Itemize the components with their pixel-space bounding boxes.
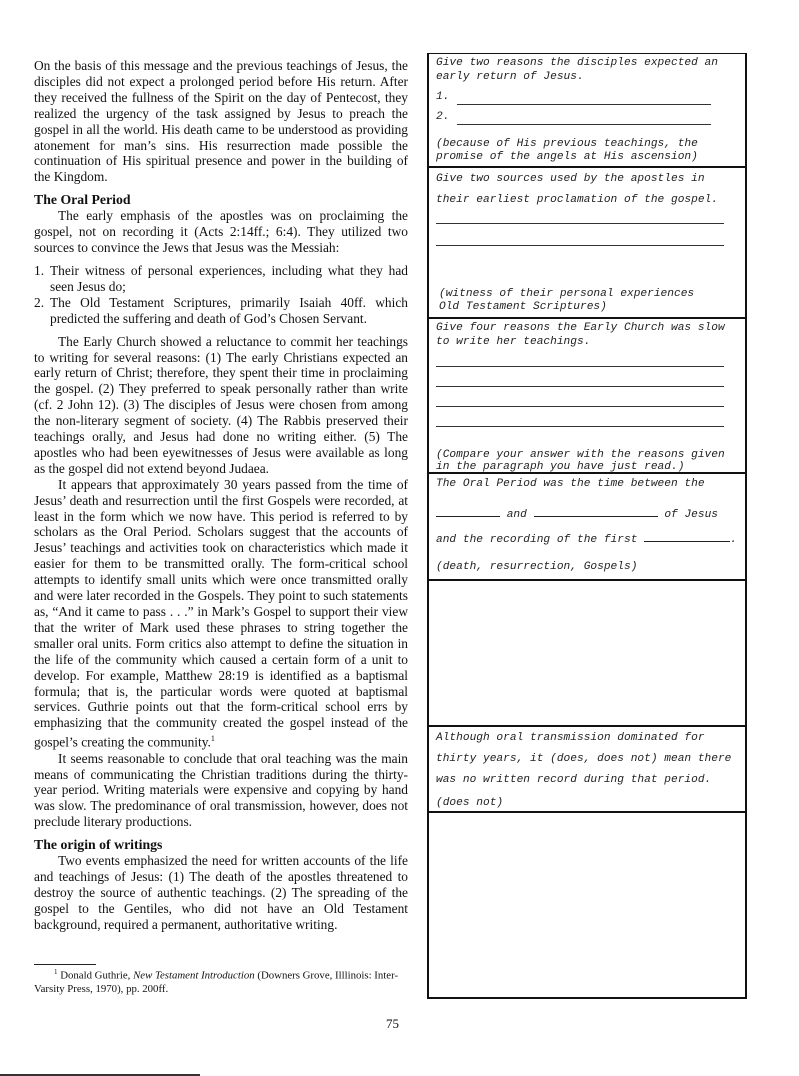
question-box-2: Give two sources used by the apostles in their earliest proclamation of the gospel. (witness of their personal experiences Old Testament Scriptures)	[429, 168, 745, 319]
answer-line-4[interactable]	[436, 426, 724, 427]
workbook-column	[427, 53, 747, 999]
answer-line-1[interactable]	[436, 223, 724, 224]
answer-line-2[interactable]	[457, 124, 711, 125]
answer-line-1[interactable]	[457, 104, 711, 105]
blank-resurrection[interactable]	[534, 505, 658, 517]
oral-period-heading: The Oral Period	[34, 192, 131, 208]
blank-death[interactable]	[436, 505, 500, 517]
answer-line-3[interactable]	[436, 406, 724, 407]
list-item: 2. The Old Testament Scriptures, primarily Isaiah 40ff. which predicted the suffering and death of God’s Chosen Servant.	[34, 294, 408, 326]
question-box-5: Although oral transmission dominated for thirty years, it (does, does not) mean there was no written record during that period. (does not)	[429, 727, 745, 813]
oral-period-paragraph-3: It appears that approximately 30 years passed from the time of Jesus’ death and resurrection until the first Gospels were recorded, at least in the form which we now have. This period is referred to by scholars as the Oral Period. Scholars suggest that the accounts of Jesus’ teachings and activities took on characteristics which made it easier for them to be transmitted orally. The form-critical school attempts to identify small units which were once transmitted orally and were later recorded in the Gospels. They point to such statements as, “And it came to pass . . .” in Mark’s Gospel to support their view that the writer of Mark used these phrases to string together the smaller oral units. Form critics also attempt to define the situation in the life of the community which caused a certain form of a unit to develop. For example, Matthew 28:19 is identified as a baptismal formula; that is, the particular words were quoted at baptismal services. Guthrie points out that the form-critical school errs by emphasizing that the community created the gospel instead of the gospel’s creating the community.$^1$	[34, 476, 408, 750]
footnote-reference[interactable]: 1	[210, 734, 215, 744]
page-number: 75	[386, 1016, 399, 1031]
question-box-4: The Oral Period was the time between the and of Jesus and the recording of the first . (death, resurrection, Gospels)	[429, 474, 745, 581]
oral-period-paragraph-2: The Early Church showed a reluctance to commit her teachings to writing for several reasons: (1) The early Christians expected an early return of Christ; therefore, they spent their time in proclaiming the gospel. (2) They preferred to speak personally rather than write (cf. 2 John 12). (3) The disciples of Jesus were chosen from among the non-literary segment of society. (4) The Rabbis preserved their teachings orally, and Jesus had done no writing either. (5) The apostles who had been eyewitnesses of Jesus were available as long as the gospel did not extend beyond Judaea.	[34, 333, 408, 476]
origin-heading: The origin of writings	[34, 837, 163, 853]
notes-box-2	[429, 813, 745, 998]
notes-box-1	[429, 581, 745, 727]
answer-line-2[interactable]	[436, 245, 724, 246]
question-box-3: Give four reasons the Early Church was slow to write her teachings. (Compare your answer with the reasons given in the paragraph you have just read.)	[429, 319, 745, 474]
footnote: $^1$ Donald Guthrie, New Testament Introduction (Downers Grove, Illlinois: Inter-Varsity Press, 1970), pp. 200ff.	[34, 968, 399, 995]
origin-paragraph: Two events emphasized the need for written accounts of the life and teachings of Jesus: (1) The death of the apostles threatened to destroy the source of authentic teachings. (2) The spreading of the gospel to the Gentiles, who did not have an Old Testament background, required a permanent, authoritative writing.	[34, 853, 408, 932]
list-item: 1. Their witness of personal experiences, including what they had seen Jesus do;	[34, 262, 408, 294]
intro-paragraph: On the basis of this message and the previous teachings of Jesus, the disciples did not expect a prolonged period before His return. After they received the fullness of the Spirit on the day of Pentecost, they realized the urgency of the task assigned by Jesus to preach the gospel in all the world. His death came to be understood as providing atonement for man’s sins. His resurrection made possible the continuation of His spiritual presence and power in the building of the Kingdom.	[34, 58, 408, 185]
question-box-1: Give two reasons the disciples expected an early return of Jesus. 1. 2. (because of His previous teachings, the promise of the angels at His ascension)	[429, 54, 745, 168]
blank-gospels[interactable]	[644, 530, 730, 542]
footnote-book-title: New Testament Introduction	[133, 969, 255, 982]
answer-line-1[interactable]	[436, 366, 724, 367]
sources-list	[34, 263, 408, 327]
answer-line-2[interactable]	[436, 386, 724, 387]
oral-period-paragraph-1: The early emphasis of the apostles was on proclaiming the gospel, not on recording it (Acts 2:14ff.; 6:4). They utilized two sources to convince the Jews that Jesus was the Messiah:	[34, 208, 408, 256]
main-text-column	[34, 58, 408, 933]
footnote-divider	[34, 964, 96, 965]
oral-period-paragraph-4: It seems reasonable to conclude that oral teaching was the main means of communicating the Christian traditions during the thirty-year period. Writing materials were expensive and copying by hand was slow. The predominance of oral transmission, however, does not preclude literary productions.	[34, 750, 408, 830]
